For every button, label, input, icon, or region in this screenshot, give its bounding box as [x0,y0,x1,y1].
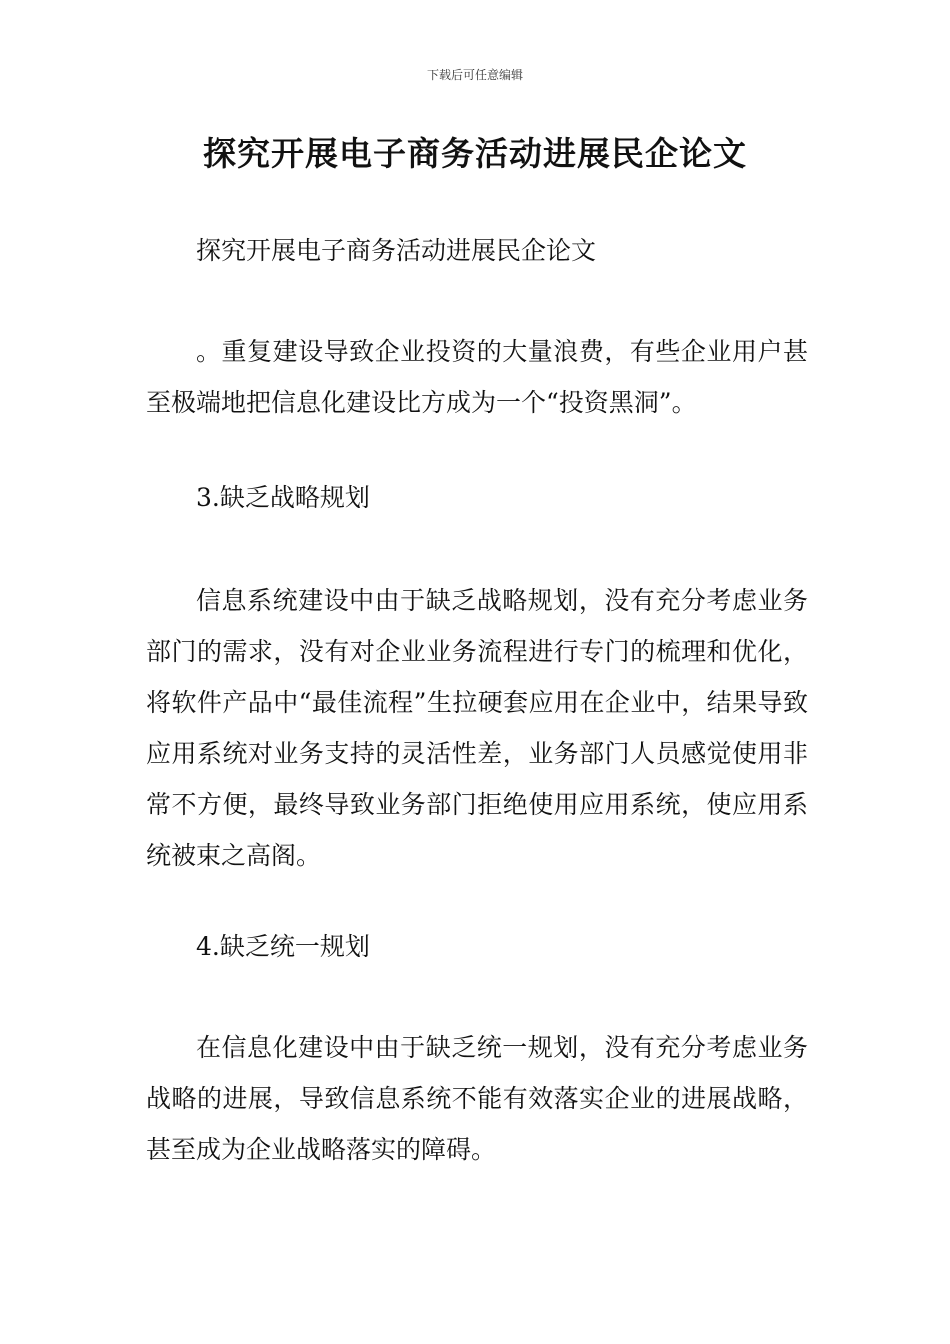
section-heading-3: 3.缺乏战略规划 [196,483,370,512]
section-heading-4: 4.缺乏统一规划 [196,932,370,961]
paragraph-strategy-planning: 信息系统建设中由于缺乏战略规划，没有充分考虑业务部门的需求，没有对企业业务流程进行专门的梳理和优化，将软件产品中“最佳流程”生拉硬套应用在企业中，结果导致应用系统对业务支持的灵活性差，业务部门人员感觉使用非常不方便，最终导致业务部门拒绝使用应用系统，使应用系统被束之高阁。 [146,586,808,870]
paragraph-investment-waste: 。重复建设导致企业投资的大量浪费，有些企业用户甚至极端地把信息化建设比方成为一个“投资黑洞”。 [146,337,808,417]
document-title: 探究开展电子商务活动进展民企论文 [203,134,747,173]
header-note: 下载后可任意编辑 [426,68,523,82]
paragraph-unified-planning: 在信息化建设中由于缺乏统一规划，没有充分考虑业务战略的进展，导致信息系统不能有效落实企业的进展战略，甚至成为企业战略落实的障碍。 [146,1033,808,1164]
document-subtitle: 探究开展电子商务活动进展民企论文 [196,236,597,265]
